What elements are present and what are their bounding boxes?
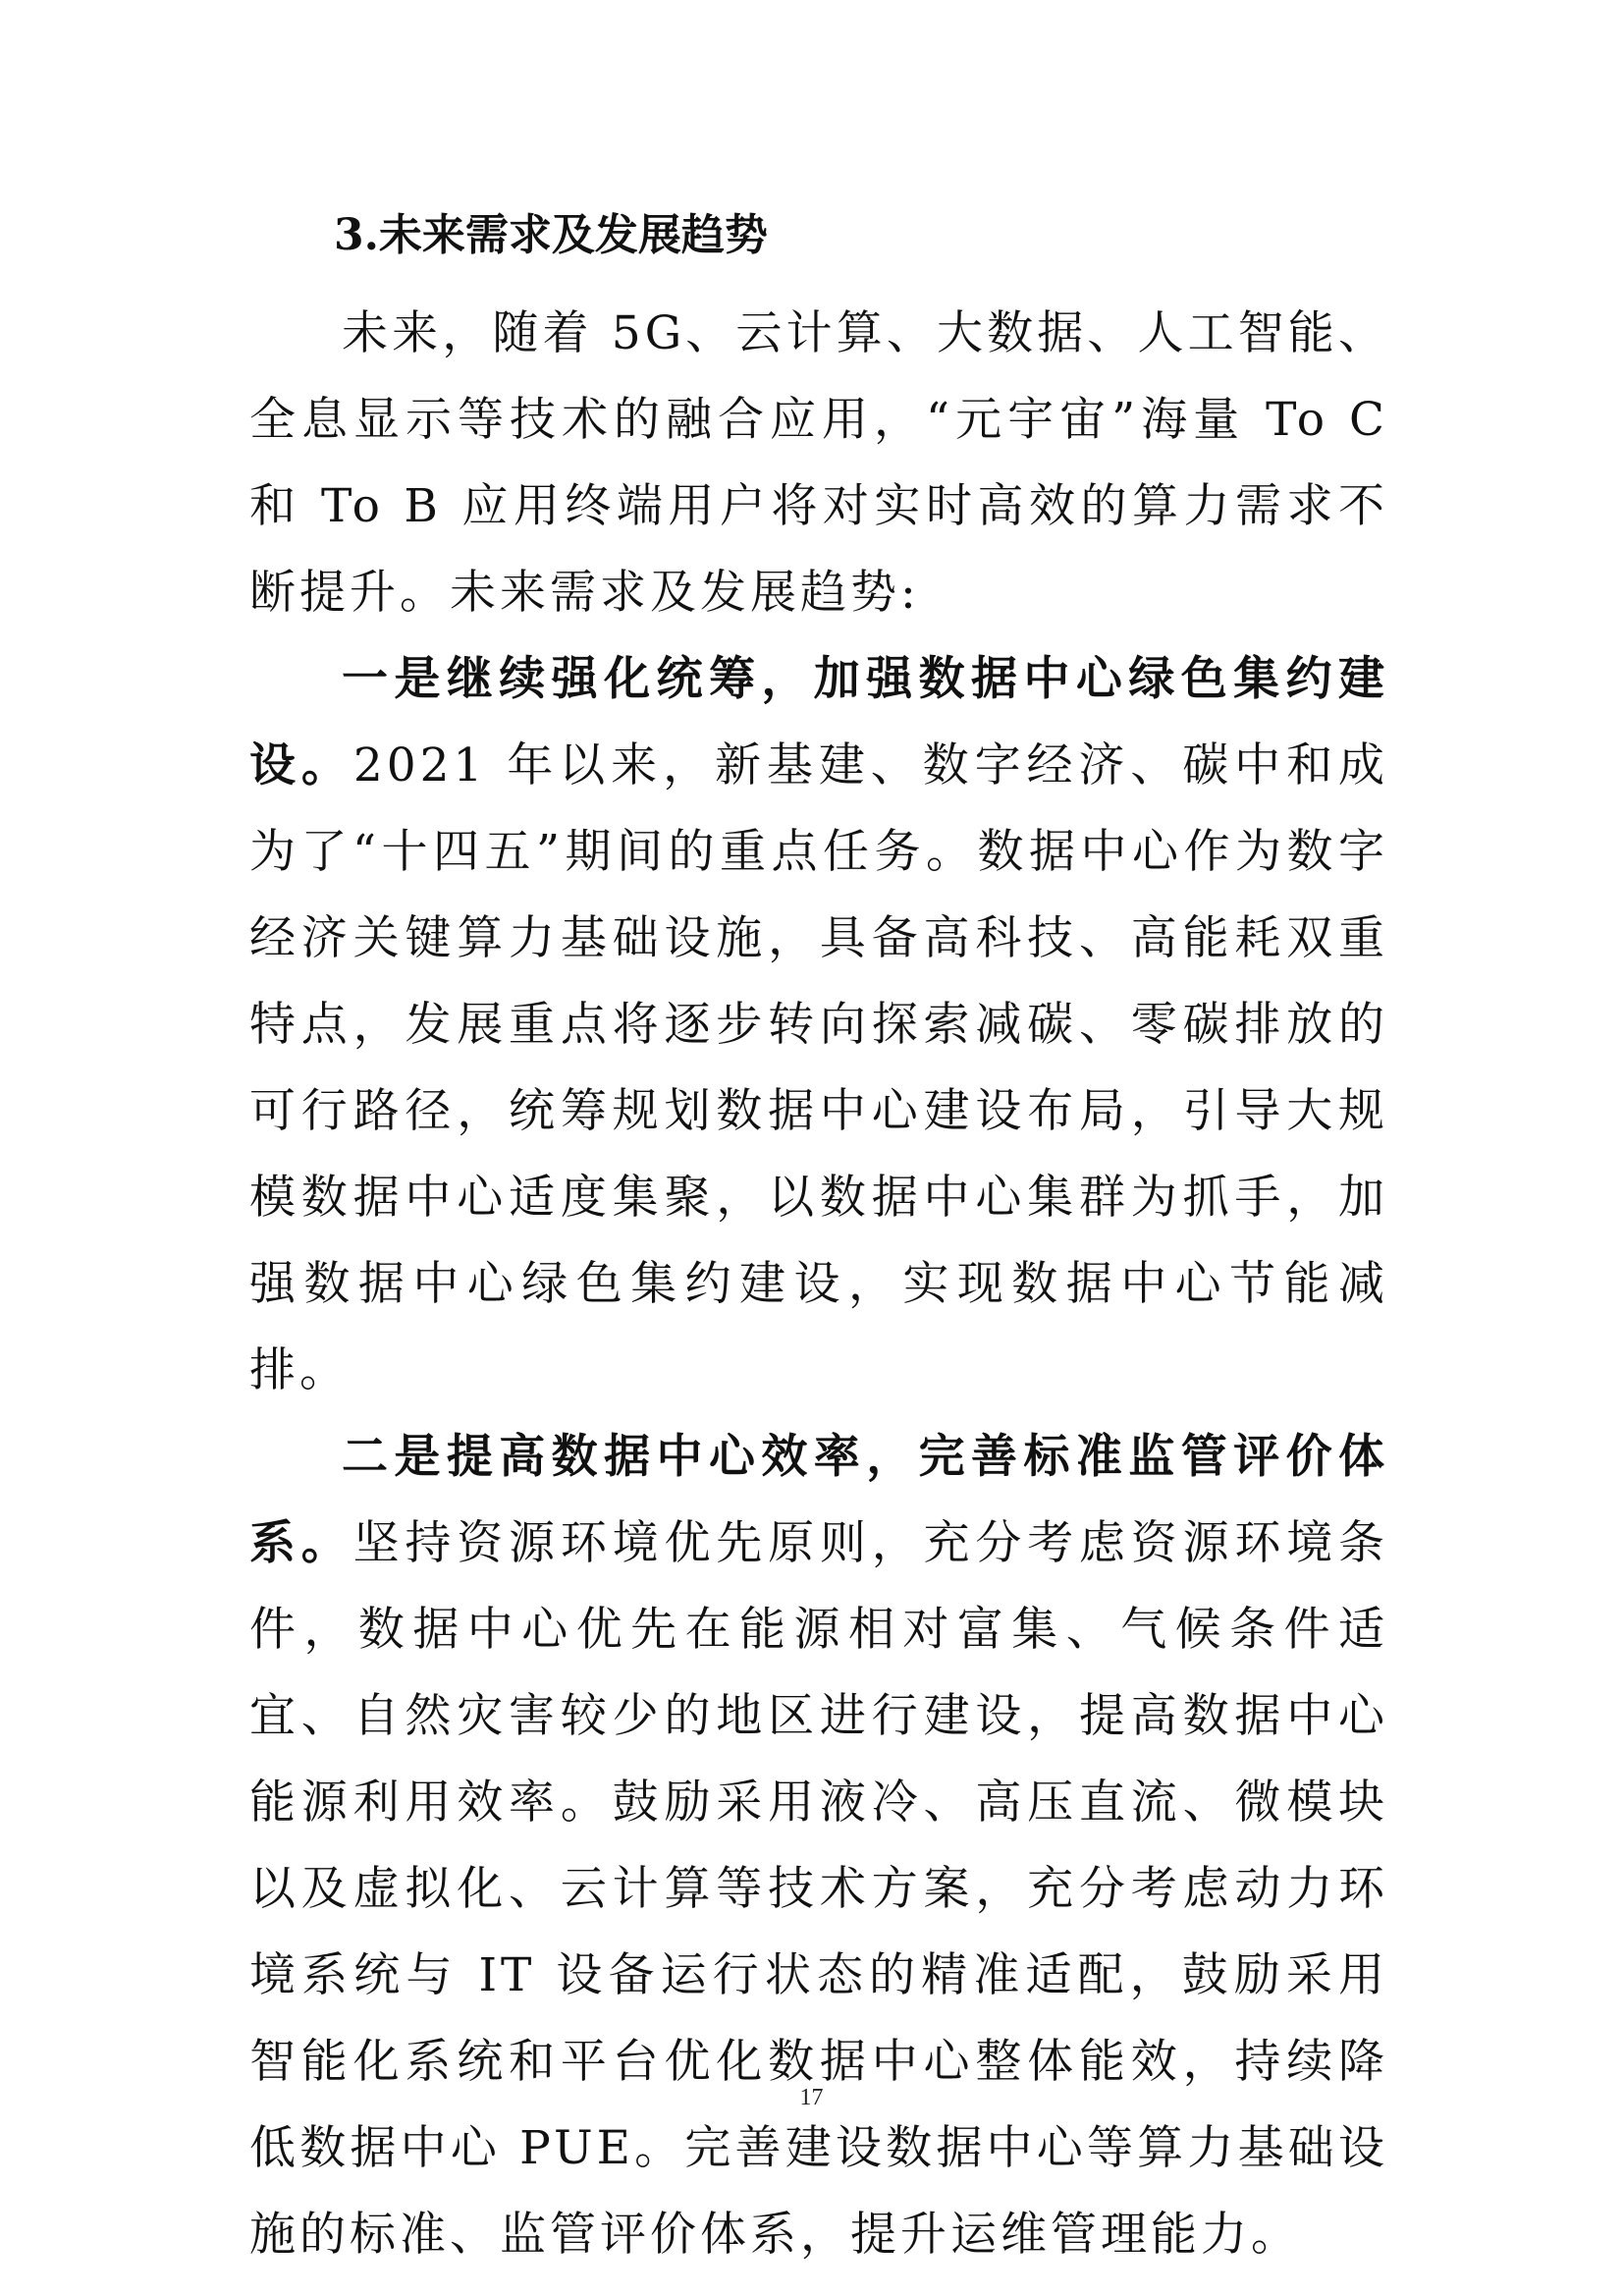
section-heading: 3.未来需求及发展趋势 — [334, 210, 768, 260]
paragraph-lead: 一是继续强化统筹，加强数据中心绿色集约建设。 — [249, 652, 1388, 793]
paragraph-intro — [249, 291, 1388, 636]
paragraph-first-point — [249, 636, 1388, 1414]
page-number: 17 — [799, 2085, 824, 2110]
paragraph-text: 2021 年以来，新基建、数字经济、碳中和成为了“十四五”期间的重点任务。数据中心作为数字经济关键算力基础设施，具备高科技、高能耗双重特点，发展重点将逐步转向探索减碳、零碳排放的可行路径，统筹规划数据中心建设布局，引导大规模数据中心适度集聚，以数据中心集群为抓手，加强数据中心绿色集约建设，实现数据中心节能减排。 — [249, 738, 1388, 1397]
paragraph-second-point — [249, 1414, 1388, 2278]
paragraph-text: 未来，随着 5G、云计算、大数据、人工智能、全息显示等技术的融合应用，“元宇宙”海量 To C 和 To B 应用终端用户将对实时高效的算力需求不断提升。未来需求及发展趋势: — [249, 306, 1388, 620]
paragraph-text: 坚持资源环境优先原则，充分考虑资源环境条件，数据中心优先在能源相对富集、气候条件适宜、自然灾害较少的地区进行建设，提高数据中心能源利用效率。鼓励采用液冷、高压直流、微模块以及虚拟化、云计算等技术方案，充分考虑动力环境系统与 IT 设备运行状态的精准适配，鼓励采用智能化系统和平台优化数据中心整体能效，持续降低数据中心 PUE。完善建设数据中心等算力基础设施的标准、监管评价体系，提升运维管理能力。 — [249, 1516, 1389, 2262]
paragraph-lead: 二是提高数据中心效率，完善标准监管评价体系。 — [249, 1430, 1388, 1570]
page-content — [249, 194, 1388, 2278]
